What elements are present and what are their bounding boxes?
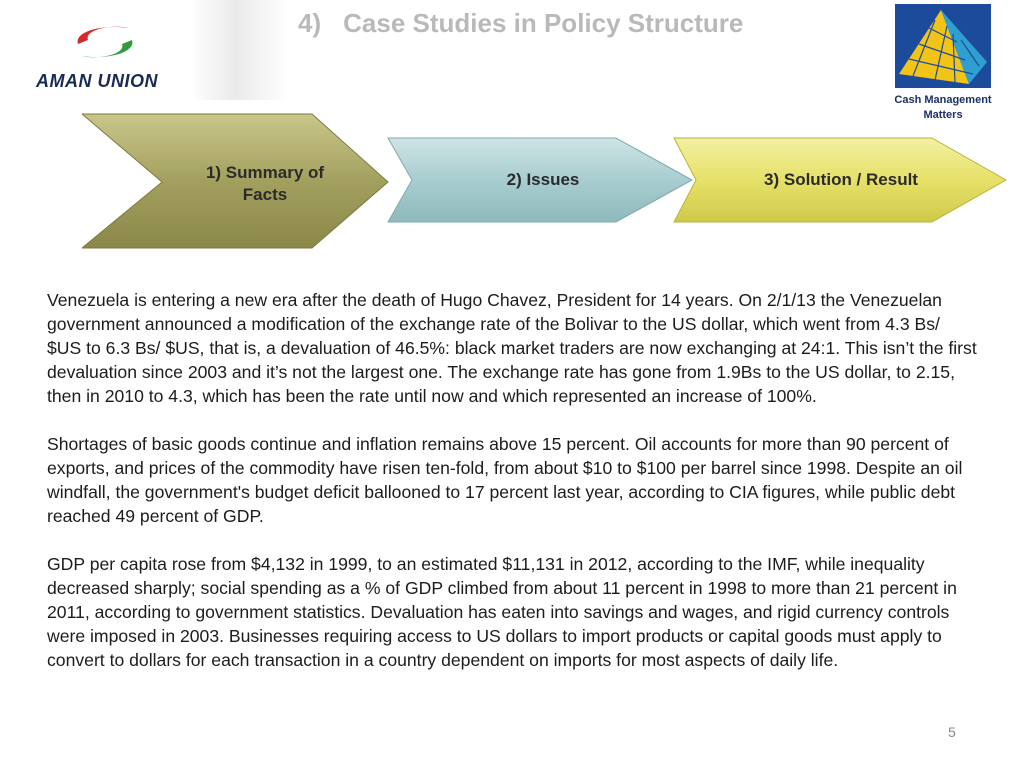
- pyramid-icon: [895, 4, 991, 88]
- cash-management-badge: Cash Management Matters: [894, 94, 992, 121]
- logo-text: AMAN UNION: [36, 71, 158, 91]
- paragraph: Venezuela is entering a new era after the death of Hugo Chavez, President for 14 years. On 2/1/13 the Venezuelan government announced a modification of the exchange rate of the Bolivar to the US dollar, which went from 4.3 Bs/ $US to 6.3 Bs/ $US, that is, a devaluation of 46.5%: black market traders are now exchanging at 24:1. This isn’t the first devaluation since 2003 and it’s not the largest one. The exchange rate has gone from 1.9Bs to the US dollar, to 2.15, then in 2010 to 4.3, which has been the rate until now and which represented an increase of 100%.: [47, 290, 977, 406]
- paragraph: Shortages of basic goods continue and inflation remains above 15 percent. Oil accounts for more than 90 percent of exports, and prices of the commodity have risen ten-fold, from about $10 to $100 per barrel since 1998. Despite an oil windfall, the government's budget deficit ballooned to 17 percent last year, according to CIA figures, while public debt reached 49 percent of GDP.: [47, 434, 963, 526]
- paragraph: GDP per capita rose from $4,132 in 1999, to an estimated $11,131 in 2012, according to the IMF, while inequality decreased sharply; social spending as a % of GDP climbed from about 11 percent in 1998 to more than 21 percent in 2011, according to government statistics. Devaluation has eaten into savings and wages, and rigid currency controls were imposed in 2003. Businesses requiring access to US dollars to import products or capital goods must apply to convert to dollars for each transaction in a country dependent on imports for most aspects of daily life.: [47, 554, 957, 670]
- step-1-label: 1) Summary of Facts: [205, 163, 325, 204]
- step-2-label: 2) Issues: [506, 170, 580, 189]
- logo-swoosh-icon: [70, 22, 140, 62]
- page-title: [298, 8, 743, 39]
- page-number: 5: [948, 724, 956, 740]
- title-decoration: [190, 0, 290, 100]
- company-logo: [36, 22, 186, 94]
- body-text: [47, 288, 977, 696]
- step-3-label: 3) Solution / Result: [764, 170, 918, 189]
- title-number: 4): [298, 8, 322, 38]
- title-text: Case Studies in Policy Structure: [343, 8, 744, 38]
